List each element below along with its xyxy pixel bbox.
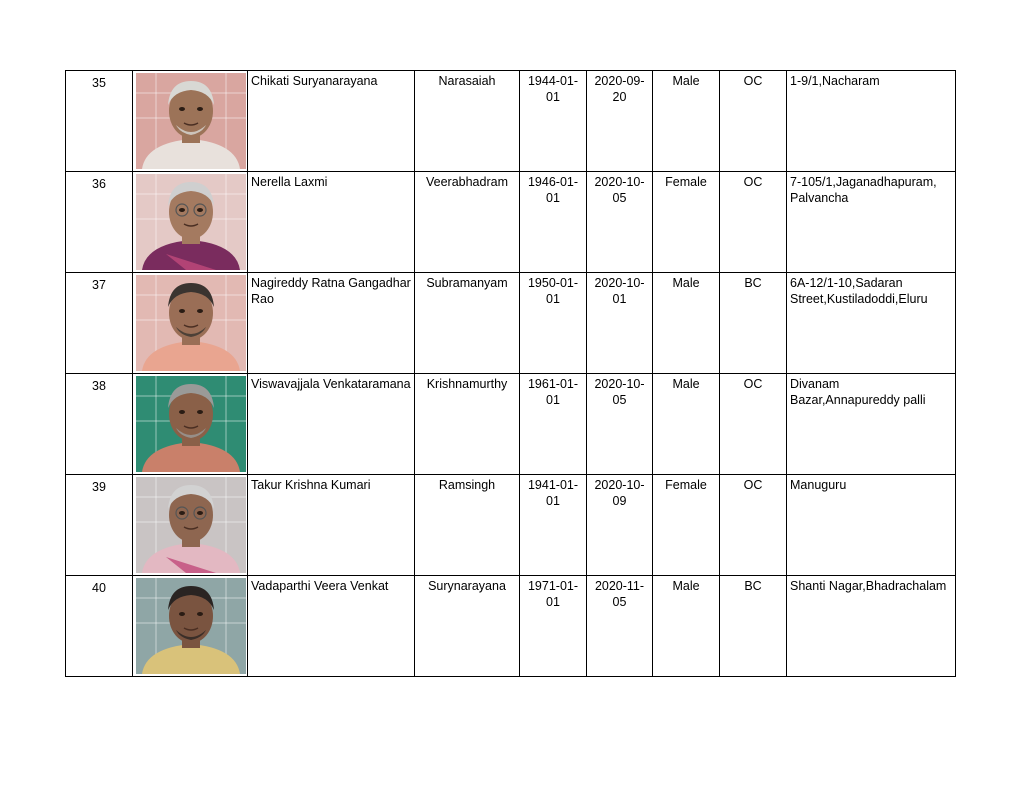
birth-date-text: 1946-01-01	[527, 175, 579, 205]
table-row	[66, 374, 956, 475]
elderly-woman-portrait	[136, 174, 246, 270]
record-date-cell	[587, 374, 653, 475]
record-date-text: 2020-10-05	[594, 175, 645, 205]
elderly-woman-portrait	[136, 477, 246, 573]
serial-number-cell	[66, 374, 133, 475]
address-cell	[787, 475, 956, 576]
birth-date-text: 1944-01-01	[527, 74, 579, 104]
birth-date-cell	[520, 172, 587, 273]
gender-cell	[653, 172, 720, 273]
photo-cell	[133, 172, 248, 273]
caste-cell	[720, 273, 787, 374]
gender-text: Male	[672, 377, 700, 391]
father-name-cell	[415, 374, 520, 475]
gender-cell	[653, 273, 720, 374]
father-name-text: Ramsingh	[438, 478, 496, 492]
middle-aged-man-portrait	[136, 578, 246, 674]
address-text: 6A-12/1-10,Sadaran Street,Kustiladoddi,Eluru	[790, 276, 928, 306]
person-name-text: Takur Krishna Kumari	[251, 478, 371, 492]
gender-cell	[653, 576, 720, 677]
record-date-text: 2020-09-20	[594, 74, 645, 104]
birth-date-text: 1950-01-01	[527, 276, 579, 306]
table-row	[66, 475, 956, 576]
person-name-cell	[248, 576, 415, 677]
serial-number-cell	[66, 172, 133, 273]
caste-text: OC	[743, 377, 763, 391]
person-name-cell	[248, 172, 415, 273]
photo-cell	[133, 71, 248, 172]
father-name-text: Veerabhadram	[425, 175, 508, 189]
birth-date-text: 1961-01-01	[527, 377, 579, 407]
record-date-text: 2020-10-09	[594, 478, 645, 508]
father-name-cell	[415, 576, 520, 677]
address-text: 1-9/1,Nacharam	[790, 74, 880, 88]
photo-cell	[133, 475, 248, 576]
caste-cell	[720, 172, 787, 273]
gender-text: Male	[672, 276, 700, 290]
caste-cell	[720, 374, 787, 475]
table-row	[66, 172, 956, 273]
table-row	[66, 71, 956, 172]
address-text: Manuguru	[790, 478, 847, 492]
serial-number-text: 40	[92, 581, 106, 595]
birth-date-cell	[520, 576, 587, 677]
serial-number-cell	[66, 71, 133, 172]
record-date-cell	[587, 475, 653, 576]
address-cell	[787, 71, 956, 172]
father-name-text: Krishnamurthy	[426, 377, 508, 391]
person-name-text: Vadaparthi Veera Venkat	[251, 579, 389, 593]
record-date-text: 2020-10-05	[594, 377, 645, 407]
serial-number-cell	[66, 273, 133, 374]
serial-number-text: 36	[92, 177, 106, 191]
father-name-cell	[415, 273, 520, 374]
gender-text: Female	[665, 175, 707, 189]
serial-number-text: 35	[92, 76, 106, 90]
address-cell	[787, 576, 956, 677]
father-name-text: Surynarayana	[428, 579, 506, 593]
address-cell	[787, 374, 956, 475]
caste-text: BC	[744, 276, 762, 290]
record-date-cell	[587, 576, 653, 677]
elderly-man-portrait	[136, 376, 246, 472]
gender-cell	[653, 475, 720, 576]
address-cell	[787, 273, 956, 374]
caste-text: OC	[743, 478, 763, 492]
table-row	[66, 273, 956, 374]
birth-date-text: 1971-01-01	[527, 579, 579, 609]
gender-text: Female	[665, 478, 707, 492]
record-date-cell	[587, 172, 653, 273]
address-cell	[787, 172, 956, 273]
serial-number-cell	[66, 475, 133, 576]
gender-cell	[653, 71, 720, 172]
birth-date-cell	[520, 475, 587, 576]
gender-cell	[653, 374, 720, 475]
person-name-cell	[248, 475, 415, 576]
serial-number-text: 38	[92, 379, 106, 393]
record-date-cell	[587, 71, 653, 172]
photo-cell	[133, 576, 248, 677]
birth-date-text: 1941-01-01	[527, 478, 579, 508]
address-text: Shanti Nagar,Bhadrachalam	[790, 579, 947, 593]
father-name-cell	[415, 71, 520, 172]
records-table	[65, 70, 956, 677]
person-name-text: Viswavajjala Venkataramana	[251, 377, 411, 391]
birth-date-cell	[520, 374, 587, 475]
records-body	[66, 71, 956, 677]
caste-cell	[720, 576, 787, 677]
person-name-cell	[248, 374, 415, 475]
elderly-man-portrait	[136, 275, 246, 371]
caste-text: BC	[744, 579, 762, 593]
serial-number-text: 39	[92, 480, 106, 494]
person-name-cell	[248, 71, 415, 172]
photo-cell	[133, 374, 248, 475]
person-name-text: Nagireddy Ratna Gangadhar Rao	[251, 276, 411, 306]
father-name-cell	[415, 475, 520, 576]
birth-date-cell	[520, 273, 587, 374]
caste-cell	[720, 71, 787, 172]
gender-text: Male	[672, 579, 700, 593]
caste-text: OC	[743, 74, 763, 88]
gender-text: Male	[672, 74, 700, 88]
serial-number-text: 37	[92, 278, 106, 292]
father-name-text: Subramanyam	[426, 276, 508, 290]
address-text: Divanam Bazar,Annapureddy palli	[790, 377, 926, 407]
caste-cell	[720, 475, 787, 576]
person-name-text: Nerella Laxmi	[251, 175, 328, 189]
address-text: 7-105/1,Jaganadhapuram, Palvancha	[790, 175, 937, 205]
father-name-cell	[415, 172, 520, 273]
photo-cell	[133, 273, 248, 374]
serial-number-cell	[66, 576, 133, 677]
birth-date-cell	[520, 71, 587, 172]
person-name-text: Chikati Suryanarayana	[251, 74, 378, 88]
caste-text: OC	[743, 175, 763, 189]
record-date-cell	[587, 273, 653, 374]
record-date-text: 2020-10-01	[594, 276, 645, 306]
table-row	[66, 576, 956, 677]
person-name-cell	[248, 273, 415, 374]
record-date-text: 2020-11-05	[594, 579, 645, 609]
father-name-text: Narasaiah	[438, 74, 496, 88]
elderly-man-portrait	[136, 73, 246, 169]
